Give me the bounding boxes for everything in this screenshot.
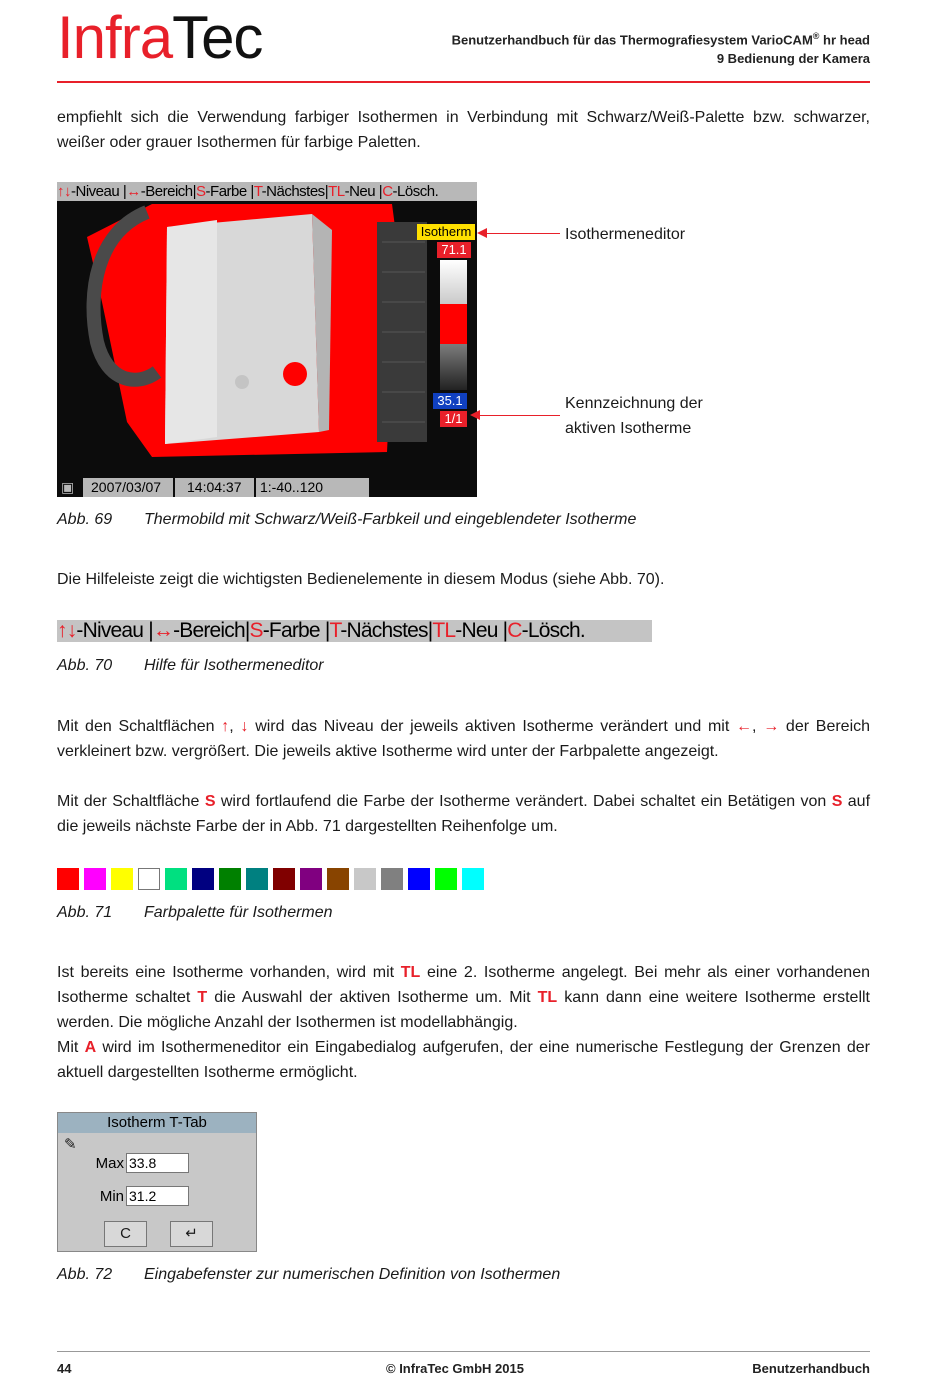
caption-fig72: Abb. 72 Eingabefenster zur numerischen Definition von Isothermen <box>57 1266 561 1283</box>
max-field[interactable]: 33.8 <box>126 1153 189 1173</box>
palette-swatch-7 <box>219 868 241 890</box>
isotherm-label: Isotherm <box>417 224 475 240</box>
logo-tec: Tec <box>172 4 263 71</box>
isotherm-help-bar: ↑↓-Niveau |↔-Bereich|S-Farbe |T-Nächstes|TL-Neu |C-Lösch. <box>57 620 652 642</box>
header-title: Benutzerhandbuch für das Thermografiesystem VarioCAM® hr head <box>451 31 870 48</box>
thermal-scene <box>57 182 477 497</box>
palette-swatch-4 <box>138 868 160 890</box>
max-row <box>58 1153 258 1175</box>
thermal-status-bar <box>57 478 477 497</box>
isotherm-palette <box>57 868 484 890</box>
min-row <box>58 1186 258 1208</box>
callout-marker: Kennzeichnung der aktiven Isotherme <box>565 395 703 437</box>
palette-swatch-12 <box>354 868 376 890</box>
scale-min: 35.1 <box>433 393 467 409</box>
callout-line-marker <box>478 415 560 416</box>
palette-swatch-15 <box>435 868 457 890</box>
palette-swatch-5 <box>165 868 187 890</box>
edit-icon: ✎ <box>64 1136 77 1153</box>
save-icon: ▣ <box>57 478 83 497</box>
caption-fig70: Abb. 70 Hilfe für Isothermeneditor <box>57 657 324 674</box>
isotherm-input-dialog <box>57 1112 257 1252</box>
a-paragraph: Mit A wird im Isothermeneditor ein Eingabedialog aufgerufen, der eine numerische Festlegung der Grenzen der aktuell dargestellten Isotherme ermöglicht. <box>57 1039 870 1081</box>
palette-swatch-10 <box>300 868 322 890</box>
enter-button[interactable]: ↵ <box>170 1221 213 1247</box>
palette-swatch-6 <box>192 868 214 890</box>
footer-divider <box>57 1351 870 1352</box>
caption-fig71: Abb. 71 Farbpalette für Isothermen <box>57 904 333 921</box>
header-divider <box>57 81 870 83</box>
thermal-image <box>57 182 477 497</box>
palette-swatch-8 <box>246 868 268 890</box>
callout-editor: Isothermeneditor <box>565 226 686 243</box>
max-label: Max <box>95 1155 124 1172</box>
tl-paragraph: Ist bereits eine Isotherme vorhanden, wird mit TL eine 2. Isotherme angelegt. Bei mehr als einer vorhandenen Isotherme schaltet T die Auswahl der aktiven Isotherme um. Mit TL kann dann eine weitere Isotherme erstellt werden. Die mögliche Anzahl der Isothermen ist modellabhängig. <box>57 964 870 1031</box>
callout-arrow-editor <box>477 228 487 238</box>
status-date: 2007/03/07 <box>83 478 175 497</box>
isotherm-band <box>440 304 467 344</box>
clear-button[interactable]: C <box>104 1221 147 1247</box>
active-isotherm-marker: 1/1 <box>440 411 467 427</box>
dialog-title: Isotherm T-Tab <box>58 1113 256 1133</box>
min-field[interactable]: 31.2 <box>126 1186 189 1206</box>
s-paragraph: Mit der Schaltfläche S wird fortlaufend die Farbe der Isotherme verändert. Dabei schaltet ein Betätigen von S auf die jeweils nächste Farbe der in Abb. 71 dargestellten Reihenfolge um. <box>57 793 871 835</box>
infratec-logo <box>57 4 263 71</box>
callout-line-editor <box>485 233 560 234</box>
palette-swatch-1 <box>57 868 79 890</box>
callout-arrow-marker <box>470 410 480 420</box>
color-scale <box>440 260 467 390</box>
intro-paragraph: empfiehlt sich die Verwendung farbiger Isothermen in Verbindung mit Schwarz/Weiß-Palette bzw. schwarzer, weißer oder grauer Isothermen für farbige Paletten. <box>57 109 870 151</box>
header-chapter: 9 Bedienung der Kamera <box>716 51 870 66</box>
help-paragraph: Die Hilfeleiste zeigt die wichtigsten Bedienelemente in diesem Modus (siehe Abb. 70). <box>57 571 665 588</box>
palette-swatch-2 <box>84 868 106 890</box>
buttons-paragraph: Mit den Schaltflächen ↑, ↓ wird das Niveau der jeweils aktiven Isotherme verändert und mit ←, → der Bereich verkleinert bzw. vergrößert. Die jeweils aktive Isotherme wird unter der Farbpalette angezeigt. <box>57 718 871 760</box>
palette-swatch-9 <box>273 868 295 890</box>
status-counter: 1:-40..120 <box>256 478 371 497</box>
scale-max: 71.1 <box>437 242 471 258</box>
footer-copyright: © InfraTec GmbH 2015 <box>386 1361 524 1376</box>
logo-infra: Infra <box>57 4 173 71</box>
caption-fig69: Abb. 69 Thermobild mit Schwarz/Weiß-Farbkeil und eingeblendeter Isotherme <box>57 511 637 528</box>
palette-swatch-16 <box>462 868 484 890</box>
footer-doc: Benutzerhandbuch <box>752 1361 870 1376</box>
min-label: Min <box>99 1188 124 1205</box>
thermal-help-bar: ↑↓-Niveau |↔-Bereich|S-Farbe |T-Nächstes|TL-Neu |C-Lösch. <box>57 182 477 201</box>
palette-swatch-3 <box>111 868 133 890</box>
status-time: 14:04:37 <box>175 478 256 497</box>
page-number: 44 <box>57 1361 72 1376</box>
palette-swatch-13 <box>381 868 403 890</box>
palette-swatch-11 <box>327 868 349 890</box>
palette-swatch-14 <box>408 868 430 890</box>
